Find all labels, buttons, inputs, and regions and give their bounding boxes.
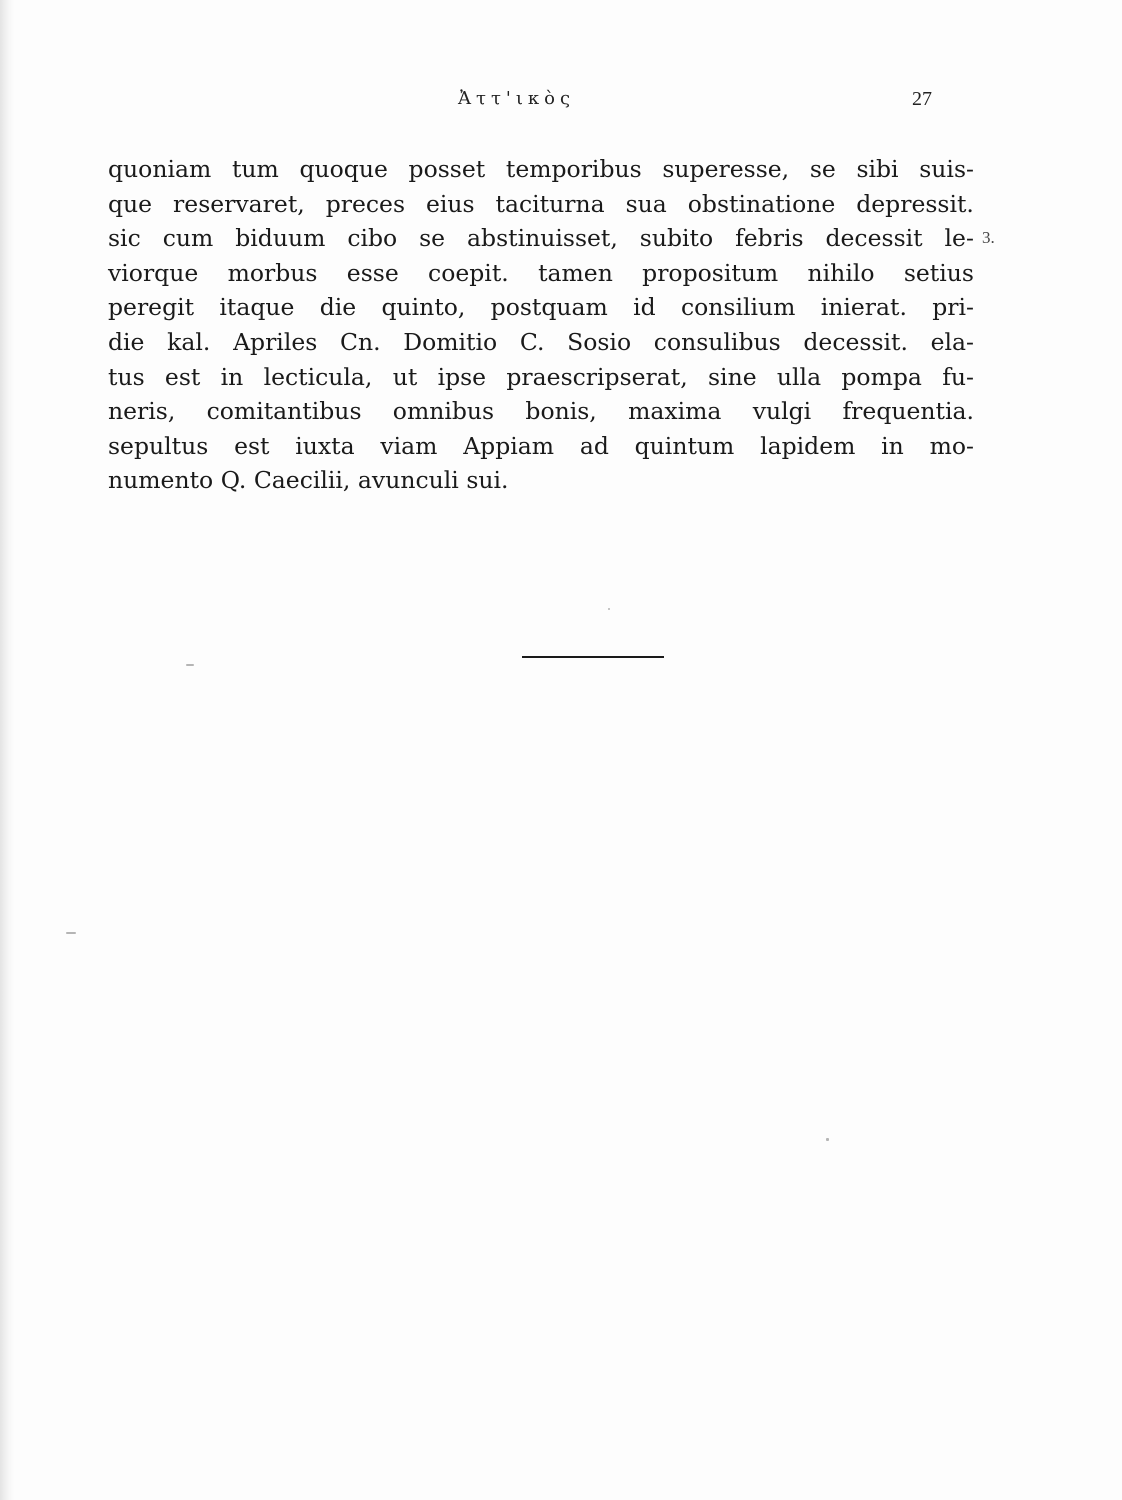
text-line xyxy=(108,463,974,498)
word: est xyxy=(164,362,201,391)
word: tus xyxy=(108,362,145,391)
text-line xyxy=(108,394,974,429)
word: Domitio xyxy=(403,327,498,356)
body-text xyxy=(108,152,974,498)
word: superesse, xyxy=(662,155,790,183)
word: Appiam xyxy=(463,431,555,460)
word: est xyxy=(234,431,270,460)
paper-speck xyxy=(186,664,194,666)
section-number: 3. xyxy=(982,228,995,247)
word: temporibus xyxy=(505,155,642,183)
word: in xyxy=(220,362,244,391)
paper-speck xyxy=(66,932,76,934)
text-line xyxy=(108,325,974,360)
word: tum xyxy=(231,155,279,183)
word: morbus xyxy=(227,258,318,287)
word: bonis, xyxy=(525,397,597,426)
word: sic xyxy=(108,224,141,253)
text-line xyxy=(108,187,974,222)
word: postquam xyxy=(490,293,608,322)
paper-speck xyxy=(608,608,610,610)
word: consilium xyxy=(680,293,796,322)
word: Apriles xyxy=(233,327,318,356)
word: fu- xyxy=(942,362,974,391)
word: sua xyxy=(625,189,667,218)
word: ut xyxy=(392,362,418,391)
paper-speck xyxy=(826,1138,829,1141)
word: depressit. xyxy=(856,189,974,218)
word: viam xyxy=(380,431,438,460)
word: quintum xyxy=(634,431,735,460)
word: pompa xyxy=(841,362,922,391)
word: se xyxy=(809,155,836,183)
word: itaque xyxy=(219,293,295,322)
word: ela- xyxy=(930,327,974,356)
word: die xyxy=(319,293,357,322)
word: decessit xyxy=(825,224,923,253)
text-line xyxy=(108,290,974,325)
word: coepit. xyxy=(428,258,509,287)
word: tamen xyxy=(538,258,613,287)
word: febris xyxy=(735,224,804,253)
word: mo- xyxy=(929,431,974,460)
word: lecticula, xyxy=(263,362,373,391)
word: kal. xyxy=(167,327,211,356)
word: propositum xyxy=(642,258,779,287)
word: avunculi xyxy=(357,466,459,495)
word: sui. xyxy=(466,466,509,495)
word: cibo xyxy=(347,224,398,253)
page-gutter-shadow xyxy=(0,0,14,1500)
word: numento xyxy=(108,466,214,495)
page-number: 27 xyxy=(912,88,932,110)
word: reservaret, xyxy=(173,189,305,218)
word: C. xyxy=(519,327,545,356)
word: se xyxy=(419,224,446,253)
word: esse xyxy=(346,258,399,287)
word: sine xyxy=(708,362,757,391)
word: comitantibus xyxy=(206,397,362,426)
word: subito xyxy=(639,224,714,253)
text-line xyxy=(108,152,974,187)
word: neris, xyxy=(108,397,176,426)
word: iuxta xyxy=(295,431,355,460)
word: le- xyxy=(944,224,974,253)
word: praescripserat, xyxy=(506,362,688,391)
text-line xyxy=(108,429,974,464)
word: viorque xyxy=(108,258,199,287)
word: quoque xyxy=(299,155,388,183)
word: sibi xyxy=(856,155,899,183)
word: decessit. xyxy=(803,327,908,356)
word: cum xyxy=(162,224,214,253)
word: lapidem xyxy=(760,431,856,460)
word: que xyxy=(108,189,153,218)
word: Cn. xyxy=(339,327,381,356)
word: Sosio xyxy=(567,327,632,356)
word: obstinatione xyxy=(687,189,836,218)
word: frequentia. xyxy=(842,397,974,426)
word: consulibus xyxy=(653,327,781,356)
word: peregit xyxy=(108,293,195,322)
word: setius xyxy=(903,258,974,287)
word: vulgi xyxy=(752,397,812,426)
word: die xyxy=(108,327,145,356)
word: ipse xyxy=(437,362,487,391)
word: quoniam xyxy=(108,155,212,183)
text-line xyxy=(108,221,974,256)
word: suis- xyxy=(919,155,974,183)
word: ulla xyxy=(776,362,822,391)
word: preces xyxy=(325,189,405,218)
running-head: Ἀττ'ικὸς xyxy=(458,88,576,109)
word: sepultus xyxy=(108,431,209,460)
word: Caecilii, xyxy=(253,466,351,495)
word: Q. xyxy=(220,466,247,495)
word: ad xyxy=(579,431,609,460)
word: in xyxy=(881,431,904,460)
word: omnibus xyxy=(392,397,495,426)
word: biduum xyxy=(235,224,326,253)
word: nihilo xyxy=(807,258,875,287)
word: maxima xyxy=(628,397,722,426)
word: eius xyxy=(425,189,475,218)
word: id xyxy=(633,293,656,322)
word: pri- xyxy=(932,293,974,322)
word: taciturna xyxy=(495,189,605,218)
word: inierat. xyxy=(820,293,907,322)
word: quinto, xyxy=(381,293,466,322)
text-line xyxy=(108,360,974,395)
text-line xyxy=(108,256,974,291)
word: posset xyxy=(408,155,486,183)
word: abstinuisset, xyxy=(467,224,618,253)
end-rule xyxy=(522,656,664,658)
